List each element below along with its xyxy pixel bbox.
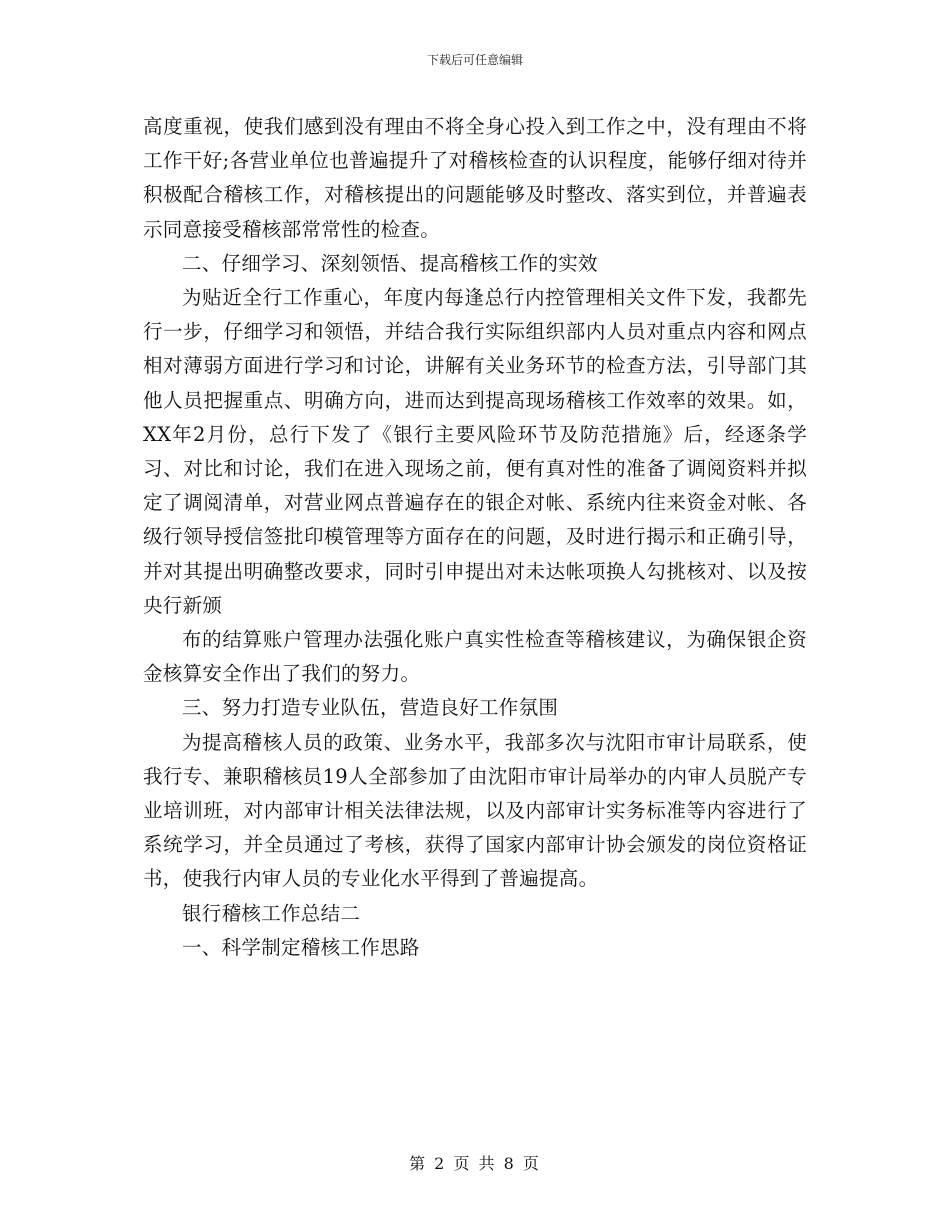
page-header: 下载后可任意编辑	[426, 53, 523, 67]
summary-title-2: 银行稽核工作总结二	[182, 901, 361, 925]
page-footer: 第 2 页 共 8 页	[409, 1154, 541, 1173]
paragraph-continuation: 高度重视，使我们感到没有理由不将全身心投入到工作之中，没有理由不将工作干好;各营业单位也普遍提升了对稽核检查的认识程度，能够仔细对待并积极配合稽核工作，对稽核提出的问题能够及时整改、落实到位，并普遍表示同意接受稽核部常常性的检查。	[143, 115, 807, 241]
paragraph-study: 为贴近全行工作重心，年度内每逢总行内控管理相关文件下发，我都先行一步，仔细学习和领悟，并结合我行实际组织部内人员对重点内容和网点相对薄弱方面进行学习和讨论，讲解有关业务环节的检查方法，引导部门其他人员把握重点、明确方向，进而达到提高现场稽核工作效率的效果。如，XX年2月份，总行下发了《银行主要风险环节及防范措施》后，经逐条学习、对比和讨论，我们在进入现场之前，便有真对性的准备了调阅资料并拟定了调阅清单，对营业网点普遍存在的银企对帐、系统内往来资金对帐、各级行领导授信签批印模管理等方面存在的问题，及时进行揭示和正确引导，并对其提出明确整改要求，同时引申提出对未达帐项换人勾挑核对、以及按央行新颁	[143, 286, 807, 617]
section-heading-3: 三、努力打造专业队伍，营造良好工作氛围	[182, 696, 559, 720]
section-heading-2: 二、仔细学习、深刻领悟、提高稽核工作的实效	[182, 251, 598, 275]
paragraph-settlement: 布的结算账户管理办法强化账户真实性检查等稽核建议，为确保银企资金核算安全作出了我们的努力。	[143, 628, 807, 686]
section-heading-1: 一、科学制定稽核工作思路	[182, 935, 420, 959]
document-body	[143, 110, 807, 965]
paragraph-training: 为提高稽核人员的政策、业务水平，我部多次与沈阳市审计局联系，使我行专、兼职稽核员19人全部参加了由沈阳市审计局举办的内审人员脱产专业培训班，对内部审计相关法律法规，以及内部审计实务标准等内容进行了系统学习，并全员通过了考核，获得了国家内部审计协会颁发的岗位资格证书，使我行内审人员的专业化水平得到了普遍提高。	[143, 730, 807, 891]
